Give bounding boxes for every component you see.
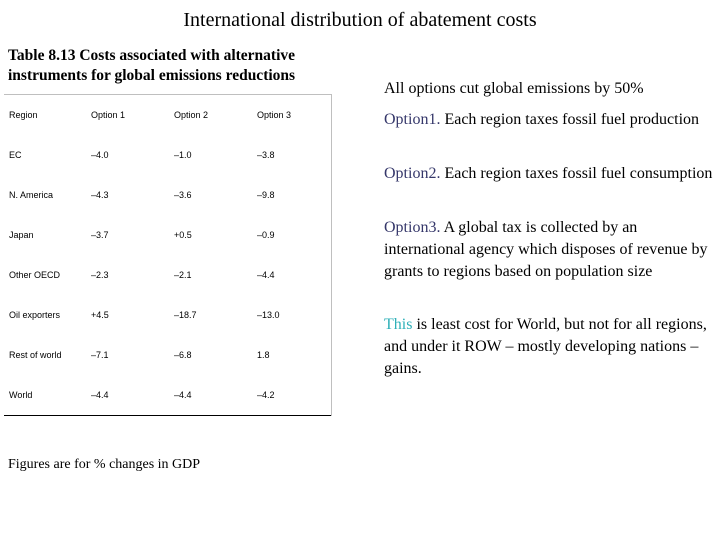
option-1-cell: –7.1 [91, 350, 109, 360]
option-1-description [384, 109, 714, 131]
abatement-costs-table [4, 94, 332, 416]
option-3-cell: –4.4 [252, 255, 331, 295]
option-2-cell: –4.4 [174, 390, 192, 400]
conclusion-text: is least cost for World, but not for all regions, and under it ROW – mostly developing nations – gains. [384, 316, 707, 377]
option-3-cell: –9.8 [252, 175, 331, 215]
option-1-cell: –4.3 [91, 190, 109, 200]
column-header-option-2: Option 2 [174, 110, 209, 120]
region-cell: N. America [9, 190, 54, 200]
table-row [4, 135, 331, 175]
table-row [4, 375, 331, 416]
option-3-cell: –13.0 [252, 295, 331, 335]
region-cell: EC [9, 150, 22, 160]
region-cell: Rest of world [9, 350, 62, 360]
option-3-cell: –4.2 [252, 375, 331, 416]
option-3-cell: 1.8 [252, 335, 331, 375]
region-cell: Japan [9, 230, 34, 240]
column-header-option-1: Option 1 [91, 110, 126, 120]
conclusion-statement [384, 314, 714, 380]
option-3-text: A global tax is collected by an international agency which disposes of revenue by grants to regions based on population size [384, 219, 708, 280]
intro-statement: All options cut global emissions by 50% [384, 80, 644, 97]
option-3-label: Option3. [384, 219, 441, 236]
option-1-cell: +4.5 [91, 310, 109, 320]
column-header-region: Region [9, 110, 38, 120]
option-3-cell: –3.8 [252, 135, 331, 175]
option-2-cell: –1.0 [174, 150, 192, 160]
option-2-cell: –3.6 [174, 190, 192, 200]
slide-title: International distribution of abatement costs [183, 9, 537, 31]
conclusion-highlight: This [384, 316, 413, 333]
table-footnote: Figures are for % changes in GDP [8, 457, 201, 472]
option-2-label: Option2. [384, 165, 441, 182]
option-2-cell: –6.8 [174, 350, 192, 360]
option-1-cell: –4.0 [91, 150, 109, 160]
table-caption: Table 8.13 Costs associated with alternative instruments for global emissions reductions [8, 47, 296, 84]
option-3-cell: –0.9 [252, 215, 331, 255]
table-row [4, 175, 331, 215]
option-2-text: Each region taxes fossil fuel consumption [440, 165, 713, 182]
table-row [4, 255, 331, 295]
option-1-cell: –2.3 [91, 270, 109, 280]
option-2-cell: –18.7 [174, 310, 197, 320]
option-1-cell: –4.4 [91, 390, 109, 400]
option-2-cell: –2.1 [174, 270, 192, 280]
table-header-row [4, 95, 331, 136]
region-cell: World [9, 390, 33, 400]
table-row [4, 295, 331, 335]
option-3-description [384, 217, 714, 283]
region-cell: Other OECD [9, 270, 61, 280]
table-row [4, 215, 331, 255]
column-header-option-3: Option 3 [252, 95, 331, 136]
option-2-description [384, 163, 714, 185]
table-row [4, 335, 331, 375]
option-1-cell: –3.7 [91, 230, 109, 240]
option-2-cell: +0.5 [174, 230, 192, 240]
region-cell: Oil exporters [9, 310, 61, 320]
option-1-text: Each region taxes fossil fuel production [440, 111, 700, 128]
option-1-label: Option1. [384, 111, 441, 128]
